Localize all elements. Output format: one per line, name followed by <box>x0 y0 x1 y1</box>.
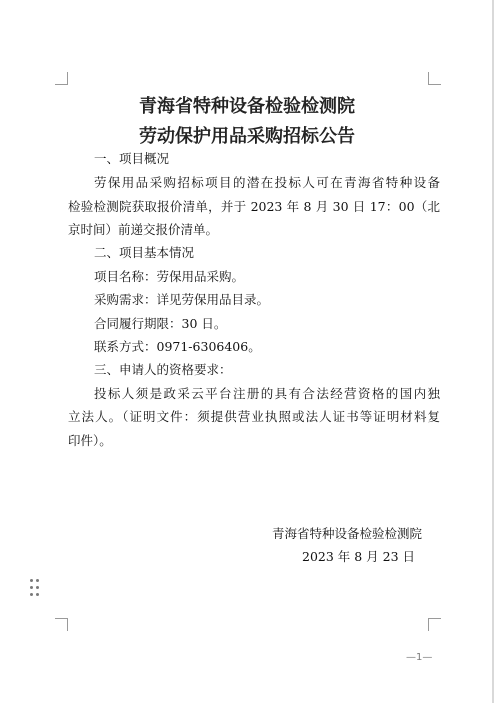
section3-heading: 三、申请人的资格要求： <box>94 362 232 377</box>
section3-paragraph-line2: 立法人。（证明文件：须提供营业执照或法人证书等证明材料复 <box>68 409 440 424</box>
section1-paragraph-line3: 京时间）前递交报价清单。 <box>68 222 219 237</box>
page-number: —1— <box>406 652 433 663</box>
signature-date: 2023 年 8 月 23 日 <box>302 549 416 564</box>
document-title-org: 青海省特种设备检验检测院 <box>139 96 355 117</box>
project-name: 项目名称：劳保用品采购。 <box>94 269 245 284</box>
document-title-subject: 劳动保护用品采购招标公告 <box>139 126 355 147</box>
drag-dots-icon[interactable] <box>30 579 42 599</box>
section1-heading: 一、项目概况 <box>94 151 170 166</box>
section1-paragraph-line2: 检验检测院获取报价清单，并于 2023 年 8 月 30 日 17：00（北 <box>68 199 440 214</box>
margin-corner-bottom-left <box>55 618 68 631</box>
section2-heading: 二、项目基本情况 <box>94 245 195 260</box>
section3-paragraph-line1: 投标人须是政采云平台注册的具有合法经营资格的国内独 <box>94 386 440 401</box>
margin-corner-top-left <box>55 72 68 85</box>
section3-paragraph-line3: 印件）。 <box>68 433 112 448</box>
signature-org: 青海省特种设备检验检测院 <box>272 526 423 541</box>
margin-corner-bottom-right <box>428 618 441 631</box>
contract-period: 合同履行期限：30 日。 <box>94 316 227 331</box>
procurement-need: 采购需求：详见劳保用品目录。 <box>94 292 270 307</box>
section1-paragraph-line1: 劳保用品采购招标项目的潜在投标人可在青海省特种设备 <box>94 175 440 190</box>
margin-corner-top-right <box>428 72 441 85</box>
contact-info: 联系方式：0971-6306406。 <box>94 339 261 354</box>
